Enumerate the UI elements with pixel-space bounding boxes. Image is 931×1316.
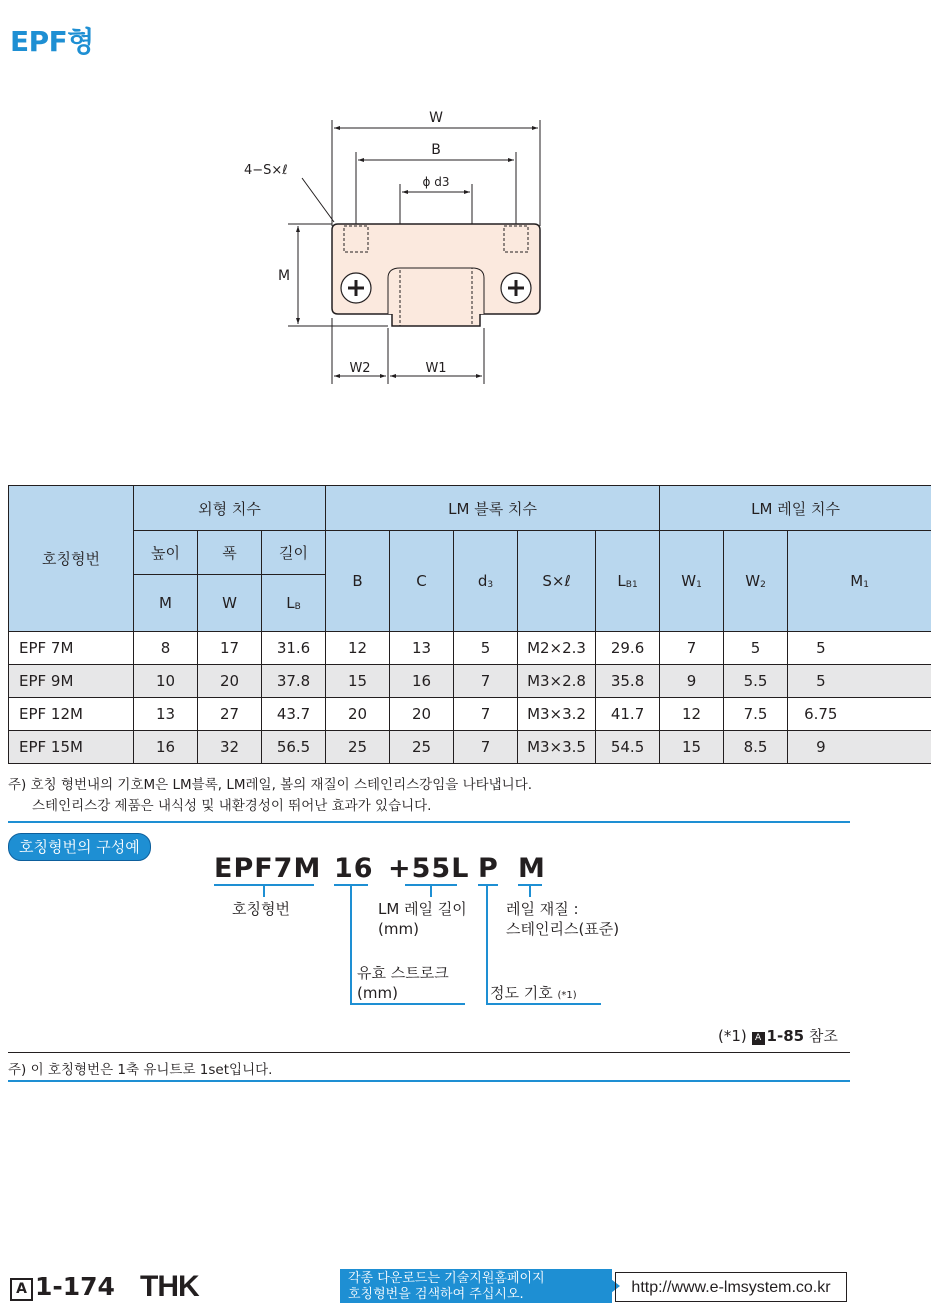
cell-b: 15 [326,665,390,698]
website-link[interactable]: http://www.e-lmsystem.co.kr [615,1272,847,1302]
sym-w: W [198,575,262,632]
cell-s: M2×2.3 [518,632,596,665]
cross-section-drawing [230,108,570,398]
label-material-2: 스테인리스(표준) [506,920,620,938]
length-header: 길이 [262,531,326,575]
cell-lb: 31.6 [262,632,326,665]
connector-accuracy [486,885,488,1005]
cell-lb1: 35.8 [596,665,660,698]
cell-w2: 8.5 [724,731,788,764]
sym-s: S×ℓ [518,531,596,632]
cell-lb1: 54.5 [596,731,660,764]
cell-w2: 5.5 [724,665,788,698]
group-rail-header: LM 레일 치수 [660,486,931,531]
cell-w: 32 [198,731,262,764]
cell-m: 10 [134,665,198,698]
cell-d3: 7 [454,665,518,698]
cell-c: 16 [390,665,454,698]
cell-w: 17 [198,632,262,665]
model-header: 호칭형번 [9,486,134,632]
spec-table [8,485,931,764]
cell-lb: 56.5 [262,731,326,764]
label-stroke-1: 유효 스트로크 [357,964,449,982]
banner-line-1: 각종 다운로드는 기술지원홈페이지 [348,1271,545,1286]
table-row [9,698,931,731]
cell-lb1: 29.6 [596,632,660,665]
sym-w1: W1 [660,531,724,632]
underline-accuracy [478,884,498,886]
cell-s: M3×3.2 [518,698,596,731]
sym-lb1: LB1 [596,531,660,632]
group-block-header: LM 블록 치수 [326,486,660,531]
code-model: EPF7M [214,853,322,884]
sym-b: B [326,531,390,632]
cell-b: 12 [326,632,390,665]
connector-model [263,885,265,897]
cell-model: EPF 9M [9,665,134,698]
table-row [9,731,931,764]
code-accuracy: P [478,853,499,884]
note-line-2: 스테인리스강 제품은 내식성 및 내환경성이 뛰어난 효과가 있습니다. [32,798,432,814]
label-model: 호칭형번 [232,900,290,918]
cell-m: 16 [134,731,198,764]
divider [8,821,850,823]
cell-w1: 7 [660,632,724,665]
cell-m1: 5 [788,665,931,698]
label-accuracy: 정도 기호 (*1) [490,984,577,1002]
sym-d3: d3 [454,531,518,632]
cell-w: 20 [198,665,262,698]
cell-w1: 15 [660,731,724,764]
code-material: M [518,853,546,884]
cell-model: EPF 15M [9,731,134,764]
height-header: 높이 [134,531,198,575]
code-rail: +55L [388,853,470,884]
cell-w: 27 [198,698,262,731]
cell-model: EPF 12M [9,698,134,731]
cell-d3: 5 [454,632,518,665]
sym-m1: M1 [788,531,931,632]
dim-w2-label: W2 [349,361,371,376]
cell-s: M3×2.8 [518,665,596,698]
cell-c: 25 [390,731,454,764]
dim-b-label: B [431,142,441,158]
dim-w1-label: W1 [425,361,447,376]
sym-c: C [390,531,454,632]
thk-logo: THK [140,1270,199,1303]
download-banner [340,1269,612,1303]
cell-b: 25 [326,731,390,764]
cell-model: EPF 7M [9,632,134,665]
dim-w-label: W [429,110,443,126]
page-box: A [10,1278,33,1301]
cell-c: 13 [390,632,454,665]
page-number: A 1-174 [10,1272,115,1301]
cell-m1: 9 [788,731,931,764]
dim-m-label: M [278,268,291,284]
dim-d3-label: ϕ d3 [422,175,450,189]
cell-s: M3×3.5 [518,731,596,764]
cell-w1: 9 [660,665,724,698]
cell-d3: 7 [454,698,518,731]
divider-thin [8,1052,850,1053]
composition-badge: 호칭형번의 구성예 [8,833,151,861]
connector-rail [430,885,432,897]
cell-m1: 5 [788,632,931,665]
cell-b: 20 [326,698,390,731]
cell-w2: 7.5 [724,698,788,731]
cell-lb: 43.7 [262,698,326,731]
group-outer-header: 외형 치수 [134,486,326,531]
cell-w2: 5 [724,632,788,665]
connector-stroke [350,885,352,1005]
label-rail-2: (mm) [378,920,419,938]
banner-line-2: 호칭형번을 검색하여 주십시오. [348,1287,524,1302]
cell-m1: 6.75 [788,698,931,731]
table-row [9,632,931,665]
sym-m: M [134,575,198,632]
width-header: 폭 [198,531,262,575]
cell-m: 13 [134,698,198,731]
label-rail-1: LM 레일 길이 [378,900,467,918]
cell-d3: 7 [454,731,518,764]
table-row [9,665,931,698]
note-bottom: 주) 이 호칭형번은 1축 유니트로 1set입니다. [8,1062,273,1078]
cell-lb1: 41.7 [596,698,660,731]
baseline-stroke [350,1003,465,1005]
reference-note: (*1) A 1-85 참조 [718,1027,838,1045]
cell-lb: 37.8 [262,665,326,698]
sym-lb: LB [262,575,326,632]
connector-material [529,885,531,897]
page-title: EPF형 [10,25,94,58]
note-line-1: 주) 호칭 형번내의 기호M은 LM블록, LM레일, 볼의 재질이 스테인리스강임을 나타냅니다. [8,777,533,793]
label-accuracy-ref: (*1) [557,990,577,1001]
cell-c: 20 [390,698,454,731]
label-stroke-2: (mm) [357,984,398,1002]
divider-bottom [8,1080,850,1082]
label-material-1: 레일 재질 : [506,900,579,918]
code-stroke: 16 [334,853,374,884]
sym-w2: W2 [724,531,788,632]
cell-m: 8 [134,632,198,665]
cell-w1: 12 [660,698,724,731]
reference-box: A [752,1032,765,1045]
dim-s-label: 4−S×ℓ [244,163,288,178]
